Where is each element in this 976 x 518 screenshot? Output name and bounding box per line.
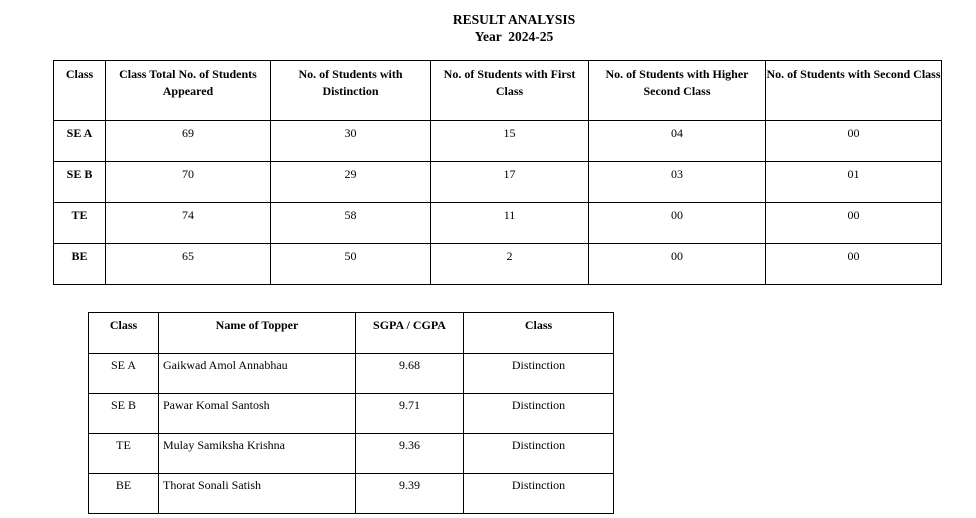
table-cell: 01 bbox=[766, 162, 942, 203]
table-cell: 74 bbox=[106, 203, 271, 244]
sgpa-cell: 9.71 bbox=[356, 394, 464, 434]
column-header: Class bbox=[464, 313, 614, 354]
class-cell: BE bbox=[89, 474, 159, 514]
table-cell: 2 bbox=[431, 244, 589, 285]
topper-name: Thorat Sonali Satish bbox=[159, 474, 356, 514]
table-cell: 70 bbox=[106, 162, 271, 203]
table-cell: 11 bbox=[431, 203, 589, 244]
table-row bbox=[54, 203, 942, 244]
column-header: No. of Students with Higher Second Class bbox=[589, 61, 766, 121]
class-result-cell: Distinction bbox=[464, 394, 614, 434]
table-cell: 00 bbox=[766, 121, 942, 162]
table-row bbox=[54, 121, 942, 162]
table-cell: 29 bbox=[271, 162, 431, 203]
class-cell: TE bbox=[89, 434, 159, 474]
class-cell: TE bbox=[54, 203, 106, 244]
class-result-cell: Distinction bbox=[464, 434, 614, 474]
table-cell: 17 bbox=[431, 162, 589, 203]
table-row bbox=[54, 162, 942, 203]
table-cell: 00 bbox=[589, 203, 766, 244]
document-subtitle: Year 2024-25 bbox=[474, 29, 554, 44]
table-header-row bbox=[89, 313, 614, 354]
sgpa-cell: 9.36 bbox=[356, 434, 464, 474]
column-header: Class Total No. of Students Appeared bbox=[106, 61, 271, 121]
document-title-block bbox=[0, 11, 976, 45]
table-row bbox=[89, 434, 614, 474]
table-cell: 00 bbox=[766, 244, 942, 285]
class-cell: BE bbox=[54, 244, 106, 285]
toppers-table bbox=[88, 312, 614, 514]
table-header-row bbox=[54, 61, 942, 121]
column-header: Class bbox=[54, 61, 106, 121]
column-header: SGPA / CGPA bbox=[356, 313, 464, 354]
table-cell: 00 bbox=[766, 203, 942, 244]
sgpa-cell: 9.39 bbox=[356, 474, 464, 514]
column-header: Name of Topper bbox=[159, 313, 356, 354]
table-row bbox=[89, 394, 614, 434]
class-cell: SE B bbox=[54, 162, 106, 203]
class-result-cell: Distinction bbox=[464, 354, 614, 394]
column-header: No. of Students with First Class bbox=[431, 61, 589, 121]
column-header: No. of Students with Second Class bbox=[766, 61, 942, 121]
table-cell: 50 bbox=[271, 244, 431, 285]
table-cell: 65 bbox=[106, 244, 271, 285]
class-cell: SE A bbox=[89, 354, 159, 394]
table-cell: 69 bbox=[106, 121, 271, 162]
topper-name: Gaikwad Amol Annabhau bbox=[159, 354, 356, 394]
class-cell: SE B bbox=[89, 394, 159, 434]
table-cell: 58 bbox=[271, 203, 431, 244]
document-title: RESULT ANALYSIS bbox=[452, 12, 576, 27]
result-analysis-table bbox=[53, 60, 942, 285]
column-header: Class bbox=[89, 313, 159, 354]
table-row bbox=[54, 244, 942, 285]
topper-name: Mulay Samiksha Krishna bbox=[159, 434, 356, 474]
sgpa-cell: 9.68 bbox=[356, 354, 464, 394]
class-result-cell: Distinction bbox=[464, 474, 614, 514]
table-cell: 30 bbox=[271, 121, 431, 162]
topper-name: Pawar Komal Santosh bbox=[159, 394, 356, 434]
class-cell: SE A bbox=[54, 121, 106, 162]
table-cell: 00 bbox=[589, 244, 766, 285]
table-row bbox=[89, 354, 614, 394]
table-row bbox=[89, 474, 614, 514]
table-cell: 03 bbox=[589, 162, 766, 203]
table-cell: 04 bbox=[589, 121, 766, 162]
column-header: No. of Students with Distinction bbox=[271, 61, 431, 121]
table-cell: 15 bbox=[431, 121, 589, 162]
